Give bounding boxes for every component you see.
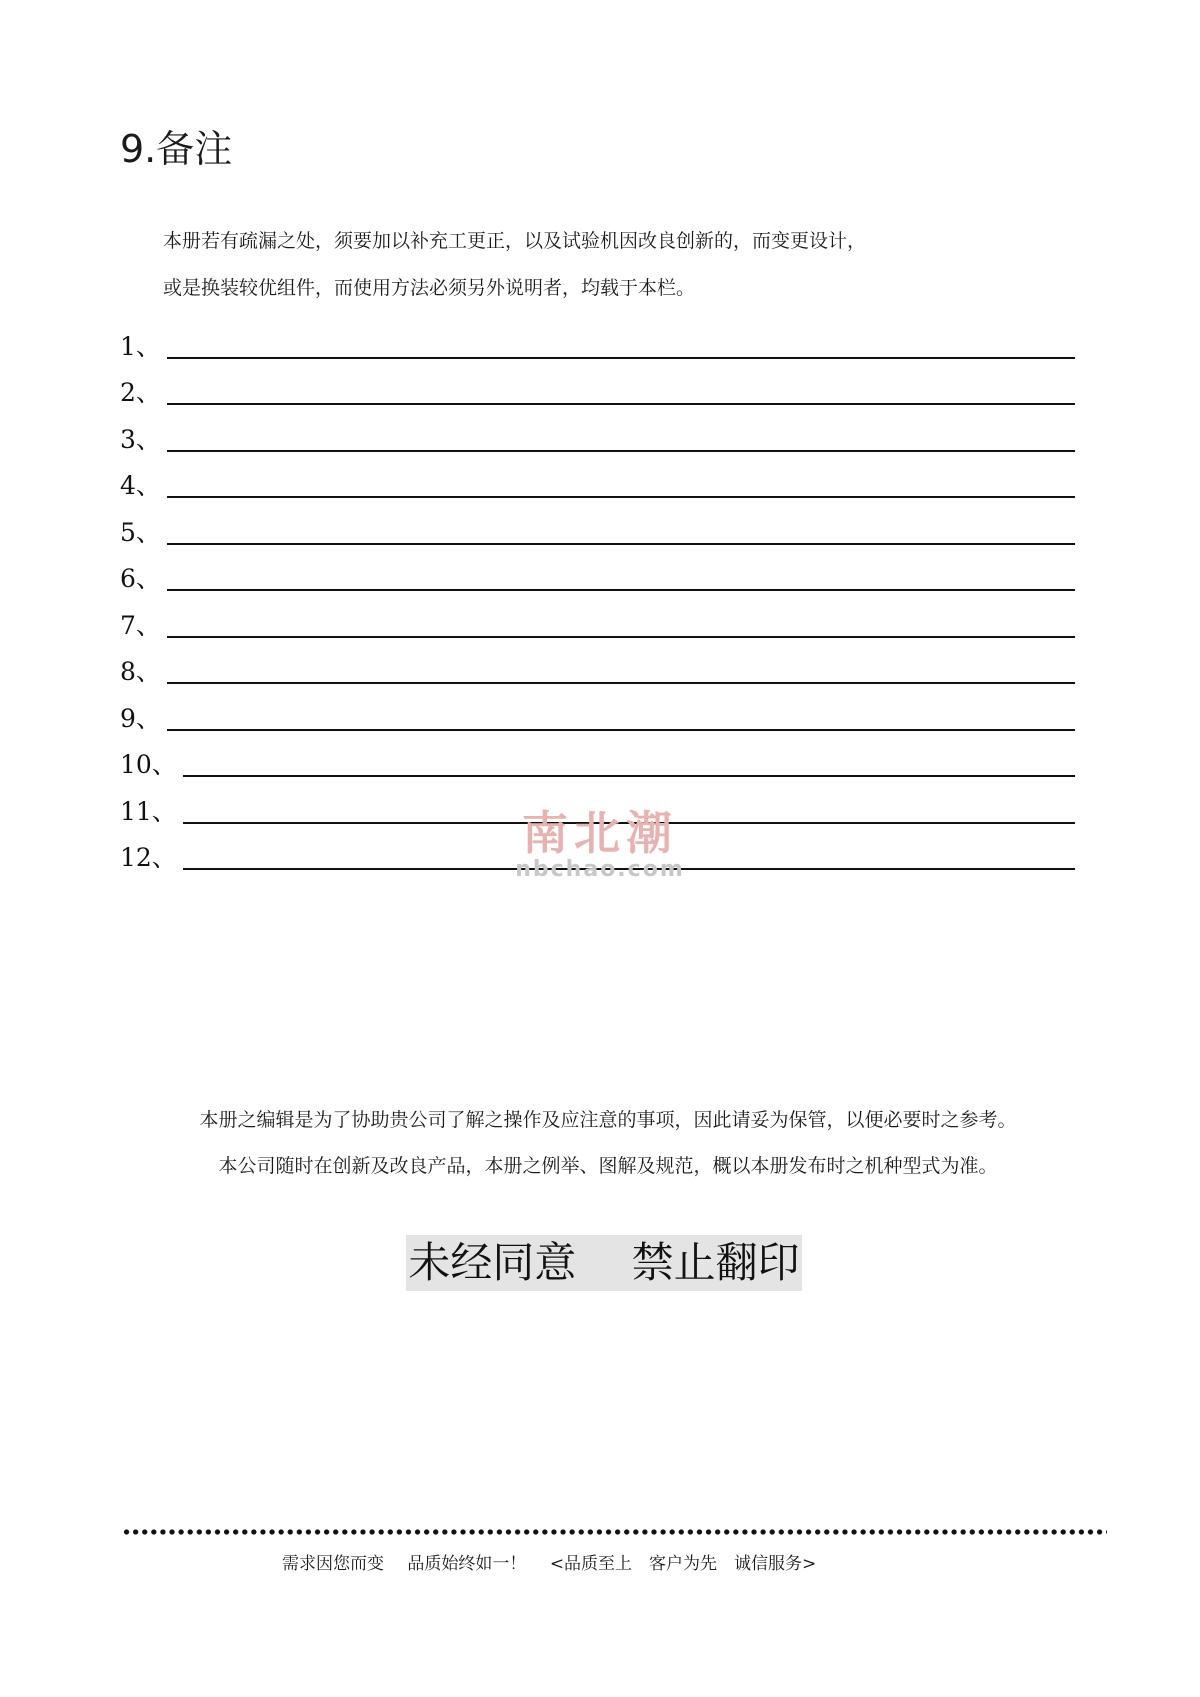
note-number: 12、: [120, 843, 177, 872]
note-row: [120, 780, 1075, 827]
note-number: 7、: [120, 610, 161, 640]
section-title: 9.备注: [120, 127, 233, 171]
note-blank-line[interactable]: [183, 822, 1075, 824]
note-row: [120, 548, 1075, 595]
watermark-chinese: 南北潮: [522, 806, 678, 860]
note-blank-line[interactable]: [167, 589, 1075, 591]
note-row: [120, 315, 1075, 362]
note-blank-line[interactable]: [167, 496, 1075, 498]
note-row: [120, 827, 1075, 874]
notice-line-1: 本册之编辑是为了协助贵公司了解之操作及应注意的事项，因此请妥为保管，以便必要时之参考。: [199, 1109, 1017, 1131]
intro-line-1: 本册若有疏漏之处，须要加以补充工更正，以及试验机因改良创新的，而变更设计，: [163, 230, 867, 252]
footer-slogans: [282, 1552, 834, 1576]
note-blank-line[interactable]: [167, 729, 1075, 731]
copyright-stamp: 未经同意 禁止翻印: [406, 1235, 801, 1291]
footer-slogan-1: 需求因您而变: [282, 1554, 384, 1574]
note-number: 3、: [120, 424, 161, 454]
intro-line-2: 或是换装较优组件，而使用方法必须另外说明者，均载于本栏。: [163, 277, 696, 299]
note-number: 8、: [120, 657, 161, 686]
note-number: 2、: [120, 378, 161, 407]
note-row: [120, 455, 1075, 502]
note-blank-line[interactable]: [167, 403, 1075, 405]
note-blank-line[interactable]: [167, 682, 1075, 684]
note-blank-line[interactable]: [167, 543, 1075, 545]
note-row: [120, 362, 1075, 409]
note-blank-line[interactable]: [167, 450, 1075, 452]
note-row: [120, 734, 1075, 781]
note-number: 11、: [120, 796, 177, 826]
note-number: 1、: [120, 331, 161, 361]
watermark-domain: nbchao.com: [515, 857, 685, 882]
note-number: 9、: [120, 703, 161, 733]
note-number: 10、: [120, 750, 177, 779]
footer-dotted-divider: [122, 1528, 1107, 1536]
note-blank-line[interactable]: [183, 775, 1075, 777]
note-row: [120, 687, 1075, 734]
note-blank-line[interactable]: [167, 357, 1075, 359]
footer-slogan-2: 品质始终如一！: [407, 1554, 527, 1574]
copyright-stamp-wrapper: [0, 1235, 1200, 1291]
note-row: [120, 408, 1075, 455]
footer-slogan-3: <品质至上 客户为先 诚信服务>: [549, 1554, 817, 1574]
note-blank-line[interactable]: [167, 636, 1075, 638]
note-number: 5、: [120, 517, 161, 547]
note-blank-line[interactable]: [183, 868, 1075, 870]
note-row: [120, 501, 1075, 548]
note-row: [120, 594, 1075, 641]
note-row: [120, 641, 1075, 688]
notice-line-2: 本公司随时在创新及改良产品，本册之例举、图解及规范，概以本册发布时之机种型式为准。: [218, 1155, 998, 1177]
notes-list: [120, 315, 1075, 873]
note-number: 6、: [120, 564, 161, 593]
note-number: 4、: [120, 471, 161, 500]
